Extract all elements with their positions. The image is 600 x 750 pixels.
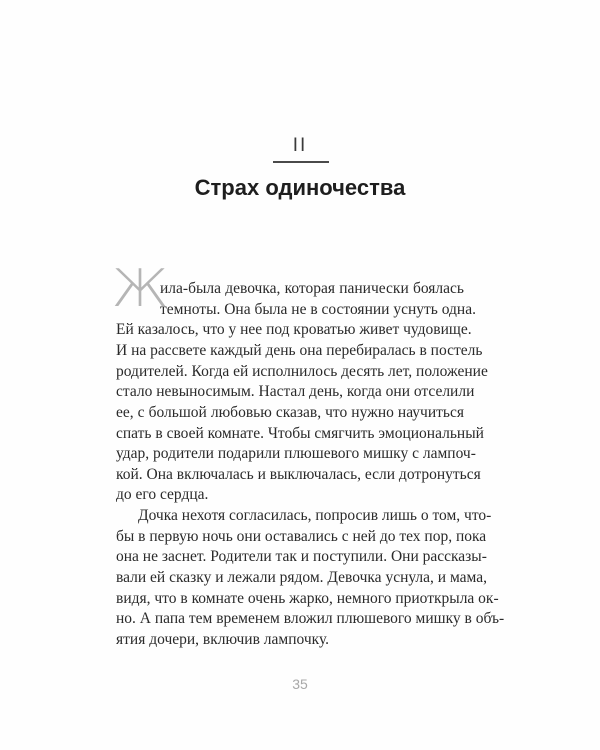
text-line: стало невыносимым. Настал день, когда они отселили [116, 383, 475, 401]
text-line: до его сердца. [116, 486, 209, 504]
text-line: Дочка нехотя согласилась, попросив лишь о том, что- [138, 507, 492, 525]
chapter-number: II [292, 135, 308, 156]
text-line: темноты. Она была не в состоянии уснуть одна. [160, 300, 476, 318]
text-line: ее, с большой любовью сказав, что нужно научиться [116, 403, 464, 421]
drop-cap: Ж [111, 259, 169, 319]
page-number: 35 [292, 676, 308, 692]
text-line: спать в своей комнате. Чтобы смягчить эмоциональный [116, 424, 484, 442]
text-line: но. А папа тем временем вложил плюшевого мишку в объ- [116, 610, 505, 628]
chapter-divider [273, 161, 329, 163]
text-line: вали ей сказку и лежали рядом. Девочка уснула, и мама, [116, 569, 488, 587]
text-line: удар, родители подарили плюшевого мишку с лампоч- [116, 445, 476, 463]
text-line: И на рассвете каждый день она перебиралась в постель [116, 341, 483, 359]
text-line: она не заснет. Родители так и поступили. Они рассказы- [116, 548, 487, 566]
text-line: ила-была девочка, которая панически боялась [160, 280, 464, 297]
text-line: ятия дочери, включив лампочку. [116, 631, 330, 648]
text-line: родителей. Когда ей исполнилось десять лет, положение [116, 362, 488, 380]
text-line: Ей казалось, что у нее под кроватью живет чудовище. [116, 321, 472, 339]
text-line: видя, что в комнате очень жарко, немного приоткрыла ок- [116, 589, 499, 607]
text-line: бы в первую ночь они оставались с ней до тех пор, пока [116, 527, 487, 545]
chapter-title: Страх одиночества [194, 175, 406, 200]
text-line: кой. Она включалась и выключалась, если дотронуться [116, 465, 481, 483]
